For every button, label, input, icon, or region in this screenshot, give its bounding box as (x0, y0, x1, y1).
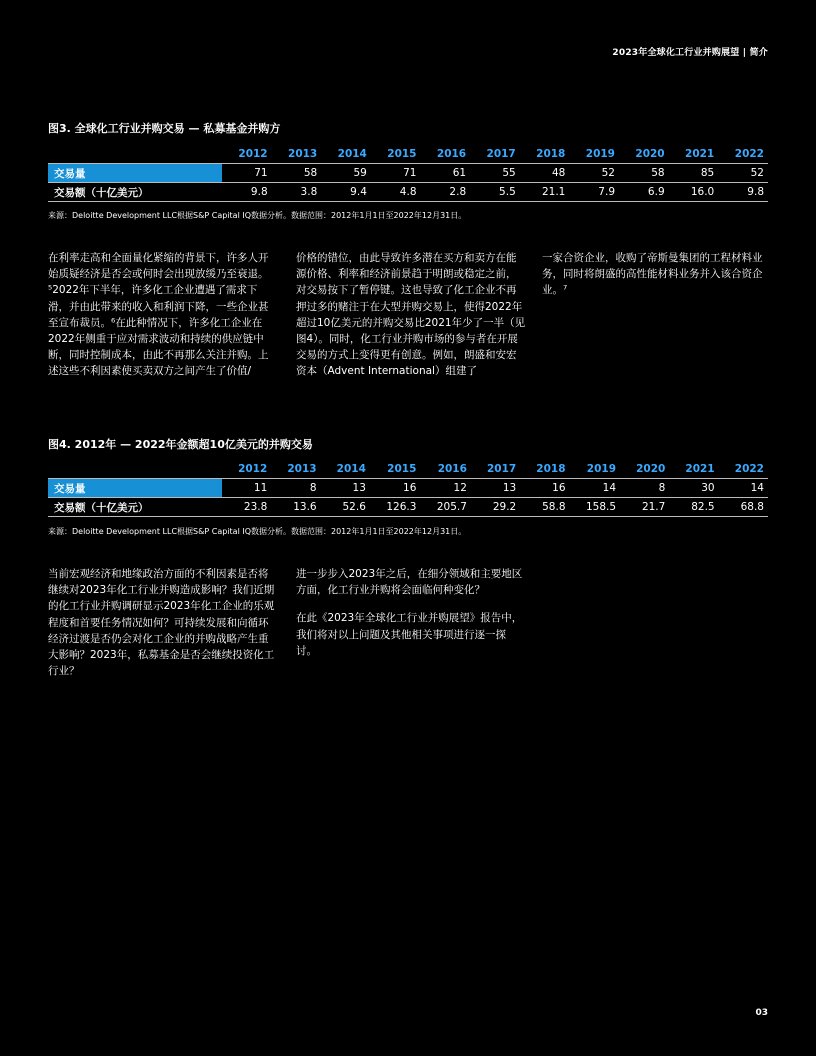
table-cell: 48 (520, 164, 570, 183)
table-cell: 52 (718, 164, 768, 183)
figure-3-title: 图3. 全球化工行业并购交易 — 私募基金并购方 (48, 122, 281, 135)
table-cell: 59 (321, 164, 371, 183)
paragraph: 在利率走高和全面量化紧缩的背景下，许多人开始质疑经济是否会或何时会出现放缓乃至衰退。⁵2022年下半年，许多化工企业遭遇了需求下滑，并由此带来的收入和利润下降，一些企业甚至宣布裁员。⁶在此种情况下，许多化工企业在2022年侧重于应对需求波动和持续的供应链中断，同时控制成本，由此不再那么关注并购。上述这些不利因素使买卖双方之间产生了价值/ (48, 252, 269, 378)
year-header: 2017 (486, 148, 516, 160)
table-cell: 14 (570, 479, 621, 498)
year-header: 2020 (635, 148, 665, 160)
table-cell: 71 (371, 164, 421, 183)
body-column-1 (48, 250, 278, 392)
table-cell: 126.3 (370, 498, 421, 517)
body-column-2 (296, 250, 526, 392)
table-cell: 21.1 (520, 183, 570, 202)
table-cell: 58 (272, 164, 322, 183)
year-header: 2022 (734, 148, 764, 160)
table-cell: 55 (470, 164, 520, 183)
year-header: 2018 (536, 463, 566, 475)
paragraph: 进一步步入2023年之后，在细分领域和主要地区方面，化工行业并购将会面临何种变化？ (296, 568, 523, 597)
table-cell: 9.8 (222, 183, 272, 202)
table-cell: 30 (669, 479, 718, 498)
table-cell: 71 (222, 164, 272, 183)
year-header: 2016 (436, 148, 467, 160)
table-cell: 2.8 (421, 183, 471, 202)
year-header: 2012 (238, 463, 268, 475)
table-cell: 13 (321, 479, 370, 498)
year-header: 2021 (685, 148, 715, 160)
year-header: 2019 (586, 463, 617, 475)
year-header: 2015 (387, 463, 417, 475)
year-header: 2014 (336, 463, 366, 475)
table-cell: 16.0 (669, 183, 719, 202)
body-column-2 (296, 566, 526, 671)
table-cell: 68.8 (719, 498, 768, 517)
table-cell: 158.5 (570, 498, 621, 517)
year-header: 2016 (437, 463, 467, 475)
table-row (48, 498, 768, 517)
table-cell: 58 (619, 164, 669, 183)
body-column-3 (542, 250, 772, 311)
year-header: 2019 (585, 148, 615, 160)
table-cell: 8 (620, 479, 669, 498)
table-cell: 4.8 (371, 183, 421, 202)
year-header: 2021 (685, 463, 715, 475)
figure-4-table (48, 460, 768, 517)
table-cell: 52.6 (321, 498, 370, 517)
table-cell: 29.2 (471, 498, 520, 517)
figure-3-table (48, 145, 768, 202)
table-cell: 16 (370, 479, 421, 498)
table-header-row (48, 460, 768, 479)
paragraph: 在此《2023年全球化工行业并购展望》报告中，我们将对以上问题及其他相关事项进行逐一探讨。 (296, 612, 523, 657)
table-cell: 52 (569, 164, 619, 183)
table-cell: 7.9 (569, 183, 619, 202)
table-cell: 205.7 (420, 498, 471, 517)
table-cell: 14 (719, 479, 768, 498)
figure-4-source: 来源：Deloitte Development LLC根据S&P Capital IQ数据分析。数据范围：2012年1月1日至2022年12月31日。 (48, 527, 467, 536)
table-cell: 13 (471, 479, 520, 498)
table-cell: 5.5 (470, 183, 520, 202)
row-label: 交易量 (48, 479, 222, 498)
year-header: 2013 (288, 148, 318, 160)
table-cell: 11 (222, 479, 271, 498)
table-cell: 6.9 (619, 183, 669, 202)
table-row (48, 164, 768, 183)
table-cell: 12 (420, 479, 471, 498)
table-cell: 9.8 (718, 183, 768, 202)
figure-3-source: 来源：Deloitte Development LLC根据S&P Capital IQ数据分析。数据范围：2012年1月1日至2022年12月31日。 (48, 211, 467, 220)
running-header: 2023年全球化工行业并购展望 | 简介 (612, 48, 768, 58)
figure-4-title: 图4. 2012年 — 2022年金额超10亿美元的并购交易 (48, 438, 313, 451)
body-column-1 (48, 566, 278, 691)
year-header: 2014 (337, 148, 367, 160)
year-header: 2015 (387, 148, 417, 160)
table-cell: 85 (669, 164, 719, 183)
row-label: 交易额（十亿美元） (48, 498, 222, 517)
row-label: 交易额（十亿美元） (48, 183, 222, 202)
row-label: 交易量 (48, 164, 222, 183)
paragraph: 当前宏观经济和地缘政治方面的不利因素是否将继续对2023年化工行业并购造成影响？我们近期的化工行业并购调研显示2023年化工企业的乐观程度和首要任务情况如何？可持续发展和向循环经济过渡是否仍会对化工企业的并购战略产生重大影响？2023年，私募基金是否会继续投资化工行业？ (48, 568, 275, 678)
table-cell: 58.8 (520, 498, 569, 517)
year-header: 2018 (536, 148, 566, 160)
table-header-row (48, 145, 768, 164)
table-cell: 82.5 (669, 498, 718, 517)
page-number: 03 (755, 1008, 768, 1018)
table-cell: 61 (421, 164, 471, 183)
table-row (48, 183, 768, 202)
year-header: 2017 (486, 463, 517, 475)
year-header: 2012 (238, 148, 268, 160)
table-cell: 16 (520, 479, 569, 498)
table-cell: 23.8 (222, 498, 271, 517)
table-cell: 3.8 (272, 183, 322, 202)
table-cell: 21.7 (620, 498, 669, 517)
year-header: 2013 (287, 463, 317, 475)
paragraph: 价格的错位，由此导致许多潜在买方和卖方在能源价格、利率和经济前景趋于明朗或稳定之前，对交易按下了暂停键。这也导致了化工企业不再押过多的赌注于在大型并购交易上，使得2022年超过10亿美元的并购交易比2021年少了一半（见图4）。同时，化工行业并购市场的参与者在开展交易的方式上变得更有创意。例如，朗盛和安宏资本（Advent International）组建了 (296, 252, 526, 378)
table-cell: 8 (271, 479, 320, 498)
year-header: 2020 (636, 463, 666, 475)
table-row (48, 479, 768, 498)
table-cell: 13.6 (271, 498, 320, 517)
year-header: 2022 (734, 463, 764, 475)
paragraph: 一家合资企业，收购了帝斯曼集团的工程材料业务，同时将朗盛的高性能材料业务并入该合资企业。⁷ (542, 252, 763, 297)
table-cell: 9.4 (321, 183, 371, 202)
